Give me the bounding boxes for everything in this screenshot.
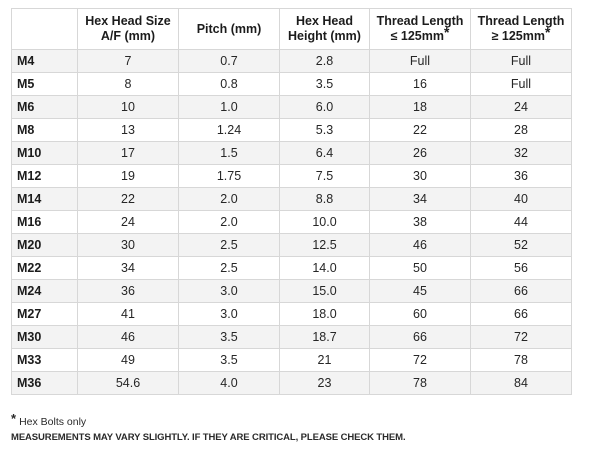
thread-length-long-cell: 66 <box>471 280 572 303</box>
bolt-size-cell: M12 <box>12 165 78 188</box>
hex-head-height-cell: 12.5 <box>280 234 370 257</box>
hex-head-height-cell: 14.0 <box>280 257 370 280</box>
thread-length-short-cell: 72 <box>370 349 471 372</box>
pitch-cell: 1.5 <box>179 142 280 165</box>
header-line: Height (mm) <box>288 29 361 43</box>
thread-length-short-cell: 46 <box>370 234 471 257</box>
pitch-cell: 2.0 <box>179 188 280 211</box>
hex-head-height-cell: 10.0 <box>280 211 370 234</box>
pitch-cell: 3.5 <box>179 349 280 372</box>
pitch-cell: 3.0 <box>179 303 280 326</box>
thread-length-short-cell: 30 <box>370 165 471 188</box>
hex-head-size-cell: 10 <box>78 96 179 119</box>
table-row <box>12 280 572 303</box>
bolt-size-cell: M6 <box>12 96 78 119</box>
hex-head-height-cell: 8.8 <box>280 188 370 211</box>
hex-head-size-cell: 30 <box>78 234 179 257</box>
thread-length-short-cell: 16 <box>370 73 471 96</box>
size-header <box>12 9 78 50</box>
table-row <box>12 234 572 257</box>
table-row <box>12 96 572 119</box>
thread-length-long-cell: 66 <box>471 303 572 326</box>
pitch-cell: 1.75 <box>179 165 280 188</box>
table-row <box>12 165 572 188</box>
pitch-cell: 4.0 <box>179 372 280 395</box>
table-row <box>12 142 572 165</box>
header-line: Hex Head Size <box>85 14 171 28</box>
header-line-text: ≥ 125mm <box>491 29 545 43</box>
hex-head-height-cell: 18.7 <box>280 326 370 349</box>
table-row <box>12 188 572 211</box>
bolt-size-cell: M22 <box>12 257 78 280</box>
hex-head-height-cell: 23 <box>280 372 370 395</box>
pitch-header <box>179 9 280 50</box>
table-row <box>12 372 572 395</box>
hex-head-height-cell: 7.5 <box>280 165 370 188</box>
pitch-cell: 0.8 <box>179 73 280 96</box>
bolt-size-cell: M10 <box>12 142 78 165</box>
thread-length-short-cell: 66 <box>370 326 471 349</box>
header-line: Thread Length <box>477 14 565 28</box>
bolt-size-cell: M27 <box>12 303 78 326</box>
footnote <box>11 411 86 428</box>
table-row <box>12 211 572 234</box>
hex-head-size-cell: 17 <box>78 142 179 165</box>
header-line: Thread Length <box>376 14 464 28</box>
hex-head-size-cell: 7 <box>78 50 179 73</box>
header-line: Pitch (mm) <box>196 21 262 36</box>
thread-length-long-cell: 40 <box>471 188 572 211</box>
header-line: Hex Head <box>296 14 353 28</box>
table-header <box>12 9 572 50</box>
bolt-size-cell: M36 <box>12 372 78 395</box>
header-line-text: ≤ 125mm <box>390 29 444 43</box>
bolt-size-cell: M20 <box>12 234 78 257</box>
thread-length-short-cell: Full <box>370 50 471 73</box>
bolt-size-cell: M4 <box>12 50 78 73</box>
thread-length-long-cell: 28 <box>471 119 572 142</box>
pitch-cell: 2.5 <box>179 257 280 280</box>
thread-length-long-cell: Full <box>471 50 572 73</box>
hex-head-size-cell: 22 <box>78 188 179 211</box>
bolt-size-cell: M8 <box>12 119 78 142</box>
hex-head-size-cell: 41 <box>78 303 179 326</box>
hex-head-size-cell: 46 <box>78 326 179 349</box>
hex-head-size-cell: 19 <box>78 165 179 188</box>
hex-head-height-header <box>280 9 370 50</box>
footnote-text: Hex Bolts only <box>19 416 87 428</box>
pitch-cell: 2.5 <box>179 234 280 257</box>
thread-length-short-cell: 22 <box>370 119 471 142</box>
header-line <box>471 24 571 44</box>
table-body <box>12 50 572 395</box>
pitch-cell: 3.5 <box>179 326 280 349</box>
hex-head-size-cell: 49 <box>78 349 179 372</box>
header-line: A/F (mm) <box>100 29 156 43</box>
bolt-size-cell: M24 <box>12 280 78 303</box>
hex-head-height-cell: 3.5 <box>280 73 370 96</box>
hex-head-size-cell: 24 <box>78 211 179 234</box>
table-row <box>12 257 572 280</box>
thread-length-long-cell: 84 <box>471 372 572 395</box>
table-row <box>12 349 572 372</box>
measurement-disclaimer: MEASUREMENTS MAY VARY SLIGHTLY. IF THEY ARE CRITICAL, PLEASE CHECK THEM. <box>11 432 406 443</box>
thread-length-short-cell: 18 <box>370 96 471 119</box>
hex-head-height-cell: 2.8 <box>280 50 370 73</box>
thread-length-long-cell: 72 <box>471 326 572 349</box>
hex-head-size-cell: 54.6 <box>78 372 179 395</box>
hex-head-height-cell: 21 <box>280 349 370 372</box>
thread-length-long-cell: 24 <box>471 96 572 119</box>
hex-head-height-cell: 15.0 <box>280 280 370 303</box>
pitch-cell: 1.0 <box>179 96 280 119</box>
hex-head-height-cell: 6.0 <box>280 96 370 119</box>
bolt-dimensions-table <box>11 8 572 395</box>
thread-length-short-header <box>370 9 471 50</box>
thread-length-short-cell: 78 <box>370 372 471 395</box>
thread-length-long-cell: 56 <box>471 257 572 280</box>
thread-length-long-cell: 44 <box>471 211 572 234</box>
thread-length-long-cell: 78 <box>471 349 572 372</box>
thread-length-short-cell: 50 <box>370 257 471 280</box>
hex-head-size-cell: 36 <box>78 280 179 303</box>
thread-length-short-cell: 45 <box>370 280 471 303</box>
thread-length-short-cell: 34 <box>370 188 471 211</box>
thread-length-short-cell: 60 <box>370 303 471 326</box>
thread-length-long-cell: 32 <box>471 142 572 165</box>
bolt-size-cell: M16 <box>12 211 78 234</box>
hex-head-size-cell: 8 <box>78 73 179 96</box>
hex-head-height-cell: 6.4 <box>280 142 370 165</box>
table-row <box>12 303 572 326</box>
pitch-cell: 0.7 <box>179 50 280 73</box>
table-row <box>12 326 572 349</box>
thread-length-short-cell: 38 <box>370 211 471 234</box>
hex-head-size-cell: 34 <box>78 257 179 280</box>
table-row <box>12 73 572 96</box>
bolt-dimensions-table-container <box>11 8 571 395</box>
pitch-cell: 1.24 <box>179 119 280 142</box>
thread-length-long-cell: 36 <box>471 165 572 188</box>
bolt-size-cell: M5 <box>12 73 78 96</box>
thread-length-long-header <box>471 9 572 50</box>
bolt-size-cell: M30 <box>12 326 78 349</box>
header-row <box>12 9 572 50</box>
header-line <box>370 24 470 44</box>
thread-length-short-cell: 26 <box>370 142 471 165</box>
thread-length-long-cell: 52 <box>471 234 572 257</box>
thread-length-long-cell: Full <box>471 73 572 96</box>
hex-head-height-cell: 5.3 <box>280 119 370 142</box>
hex-head-size-cell: 13 <box>78 119 179 142</box>
header-star-marker: * <box>443 24 450 40</box>
bolt-size-cell: M14 <box>12 188 78 211</box>
hex-head-height-cell: 18.0 <box>280 303 370 326</box>
pitch-cell: 3.0 <box>179 280 280 303</box>
hex-head-size-header <box>78 9 179 50</box>
bolt-size-cell: M33 <box>12 349 78 372</box>
table-row <box>12 50 572 73</box>
pitch-cell: 2.0 <box>179 211 280 234</box>
header-star-marker: * <box>544 24 551 40</box>
footnote-star: * <box>11 411 17 426</box>
table-row <box>12 119 572 142</box>
